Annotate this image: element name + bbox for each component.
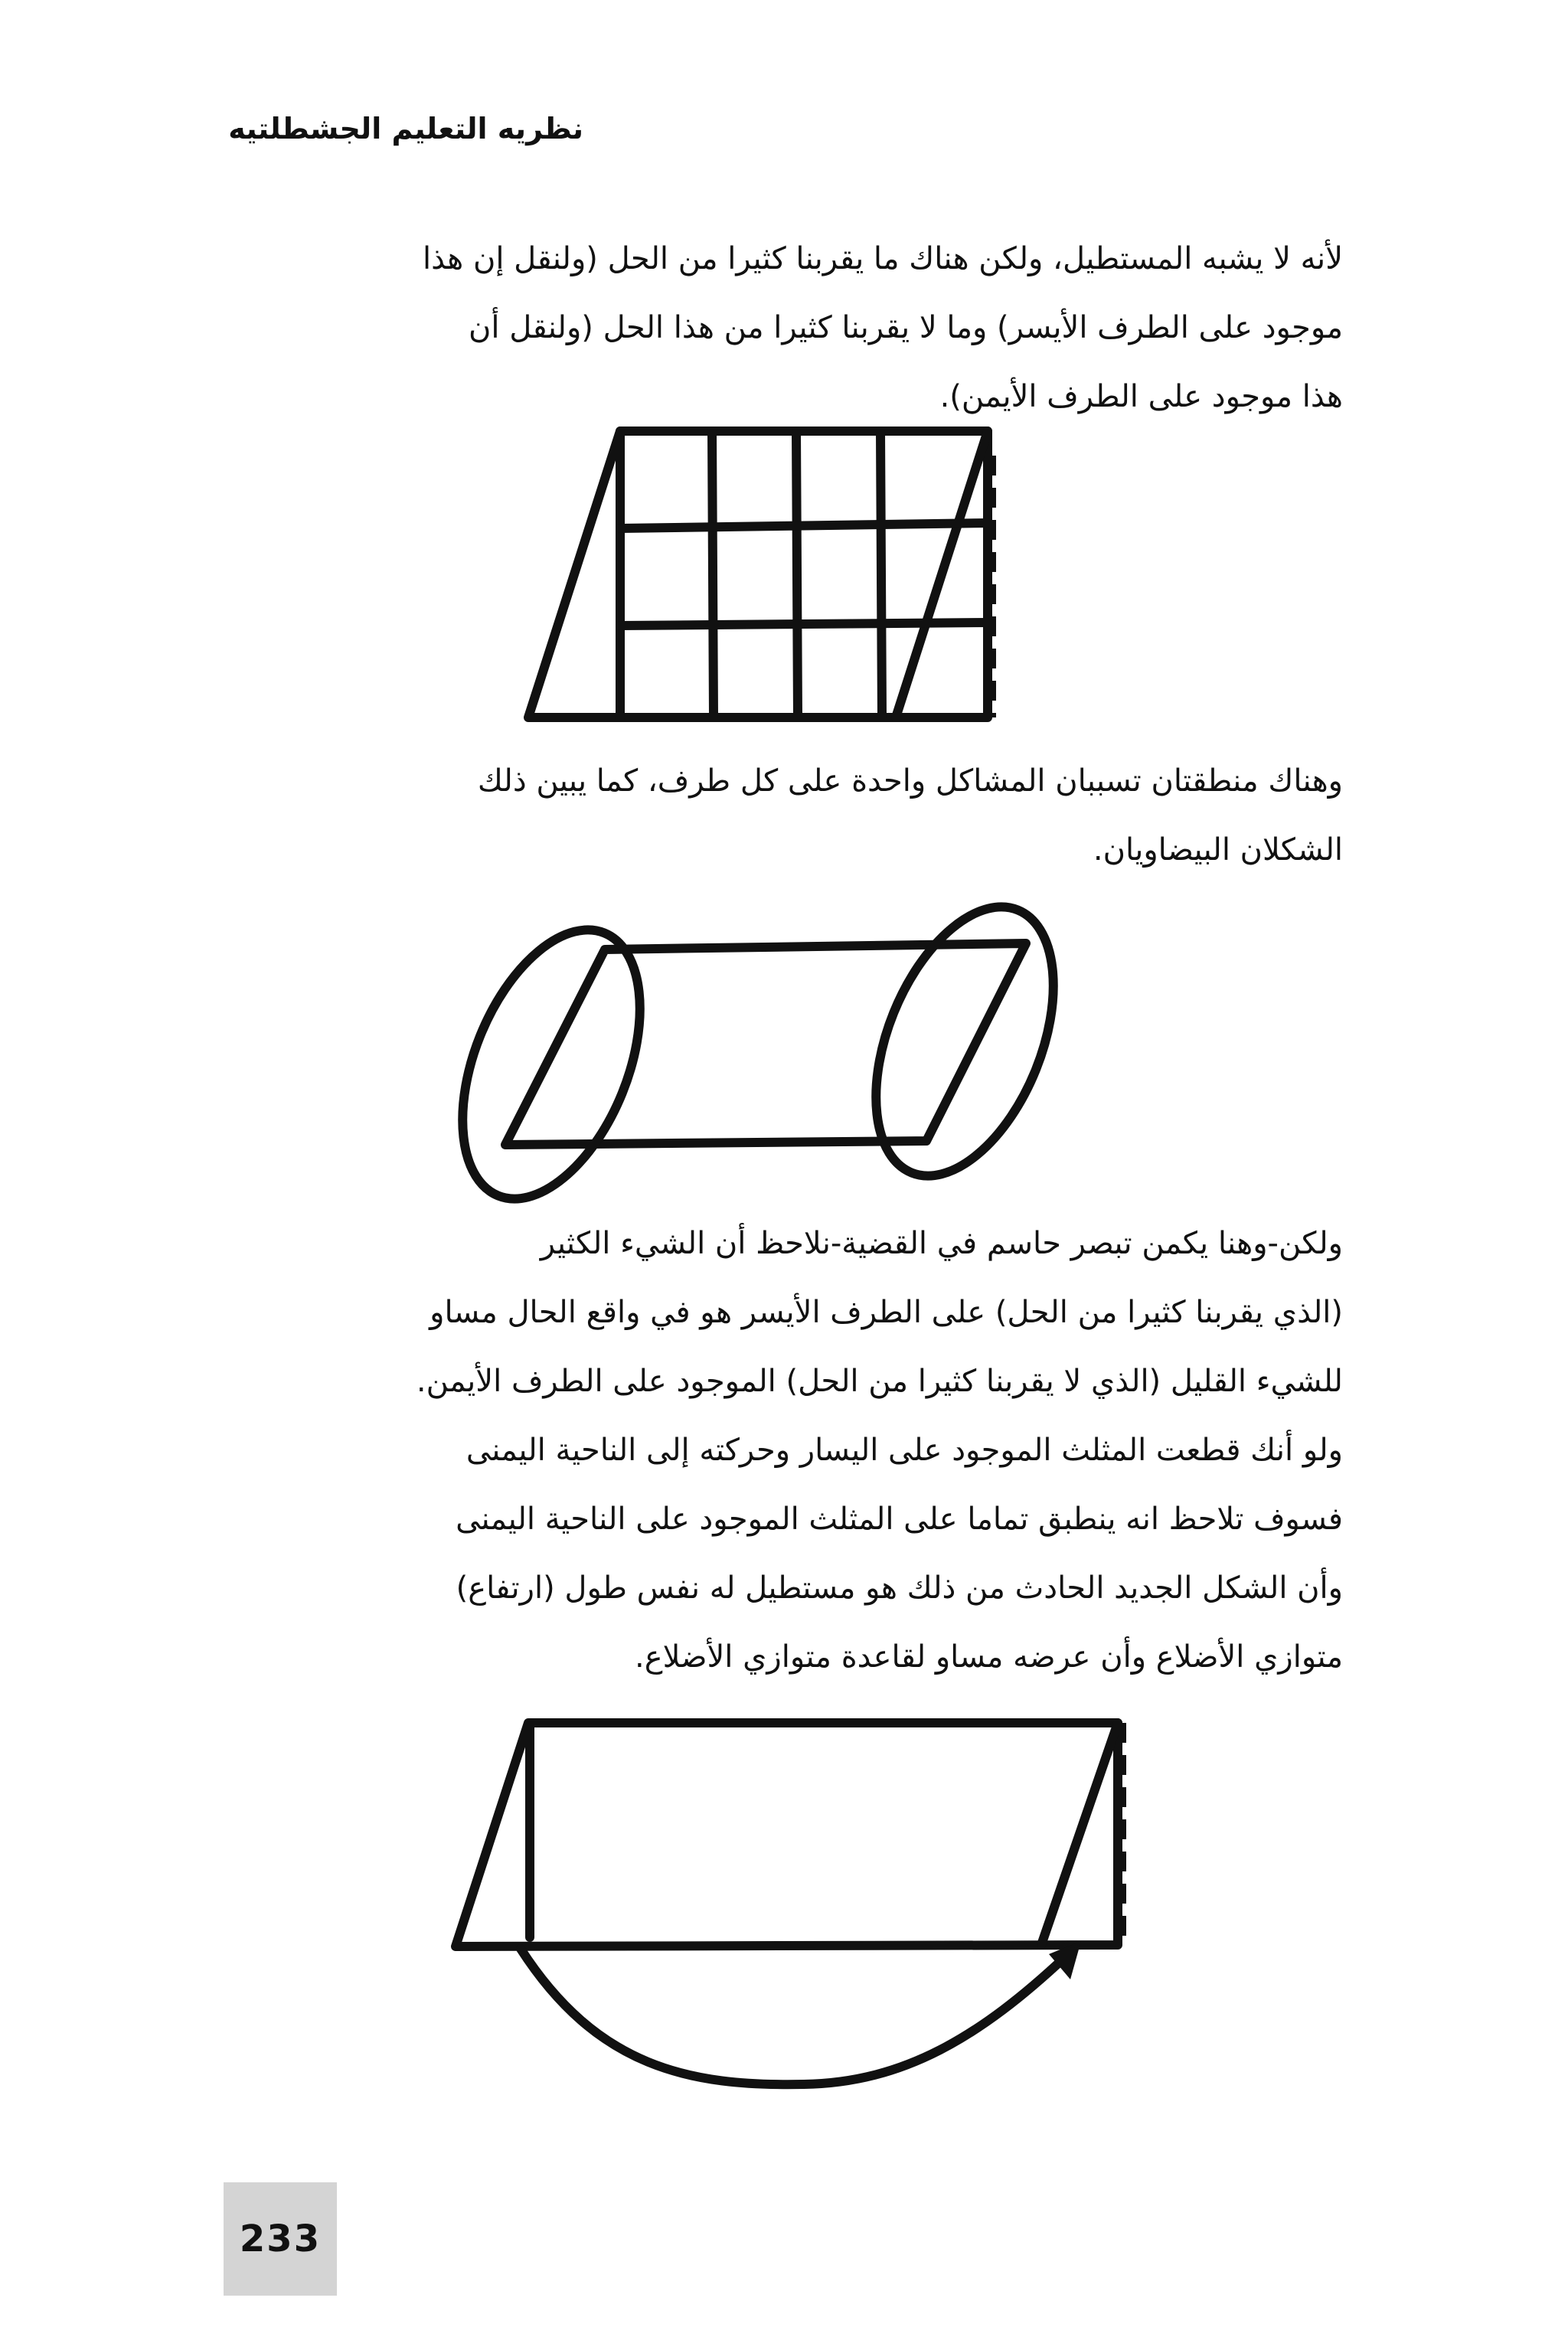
parallelogram-arrow-drawing	[444, 1708, 1133, 2106]
text-line: لأنه لا يشبه المستطيل، ولكن هناك ما يقربنا كثيرا من الحل (ولنقل إن هذا	[423, 241, 1343, 276]
text-line: الشكلان البيضاويان.	[1093, 832, 1343, 868]
figure-parallelogram-arrow	[444, 1708, 1133, 2106]
parallelogram-outline	[528, 431, 988, 717]
right-ellipse	[841, 888, 1087, 1201]
text-line: ولكن-وهنا يكمن تبصر حاسم في القضية-نلاحظ أن الشيء الكثير	[540, 1226, 1343, 1261]
page-number-box	[224, 2182, 337, 2296]
grid-vertical-line	[796, 431, 798, 717]
grid-horizontal-line	[620, 523, 988, 528]
parallelogram-grid-drawing	[513, 425, 1011, 731]
paragraph-1	[227, 224, 1343, 431]
text-line: للشيء القليل (الذي لا يقربنا كثيرا من الحل) الموجود على الطرف الأيمن.	[416, 1364, 1343, 1399]
text-line: فسوف تلاحظ انه ينطبق تماما على المثلث الموجود على الناحية اليمنى	[456, 1502, 1343, 1537]
text-line: (الذي يقربنا كثيرا من الحل) على الطرف الأيسر هو في واقع الحال مساو	[430, 1295, 1343, 1330]
parallelogram-outline	[456, 1723, 1118, 1946]
curved-arrow	[521, 1949, 1066, 2084]
grid-horizontal-line	[620, 623, 988, 626]
text-line: متوازي الأضلاع وأن عرضه مساو لقاعدة متوازي الأضلاع.	[635, 1639, 1343, 1675]
grid-vertical-line	[880, 431, 882, 717]
text-line: موجود على الطرف الأيسر) وما لا يقربنا كثيرا من هذا الحل (ولنقل أن	[468, 310, 1343, 345]
text-line: ولو أنك قطعت المثلث الموجود على اليسار وحركته إلى الناحية اليمنى	[466, 1433, 1343, 1468]
figure-parallelogram-grid	[513, 425, 1011, 731]
right-triangle-edge	[1041, 1723, 1118, 1945]
parallelogram-outline	[505, 943, 1026, 1145]
text-line: وأن الشكل الجديد الحادث من ذلك هو مستطيل له نفس طول (ارتفاع)	[456, 1570, 1343, 1606]
triangle-cut-line	[896, 431, 988, 717]
paragraph-2	[227, 747, 1343, 884]
paragraph-3	[227, 1209, 1343, 1691]
parallelogram-ellipses-drawing	[436, 888, 1087, 1210]
text-line: وهناك منطقتان تسببان المشاكل واحدة على كل طرف، كما يبين ذلك	[477, 763, 1343, 799]
page-number: 233	[239, 2218, 322, 2260]
grid-vertical-line	[712, 431, 714, 717]
figure-parallelogram-ellipses	[436, 888, 1087, 1210]
running-title: نظريه التعليم الجشطلتيه	[228, 112, 583, 145]
text-line: هذا موجود على الطرف الأيمن).	[939, 379, 1343, 414]
